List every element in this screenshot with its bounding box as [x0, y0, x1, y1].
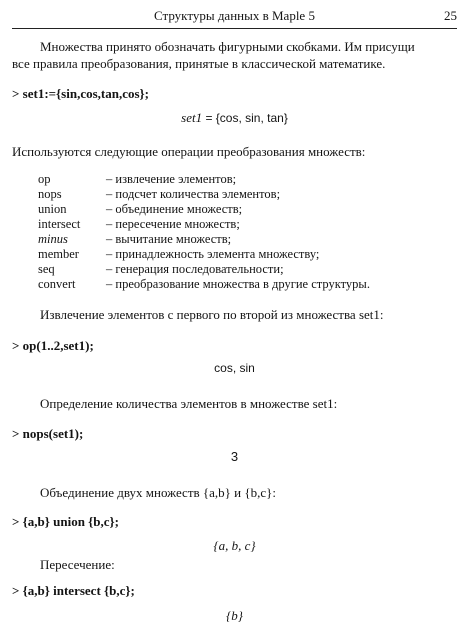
output-variable: set1 — [181, 110, 203, 125]
maple-output-intersect — [0, 608, 469, 624]
intro-line-1: Множества принято обозначать фигурными скобками. Им присущи — [40, 39, 415, 54]
operation-row — [38, 277, 370, 292]
operation-name: seq — [38, 262, 55, 276]
operation-description: – вычитание множеств; — [106, 232, 232, 246]
operation-name: union — [38, 202, 67, 216]
maple-input-op: > op(1..2,set1); — [12, 338, 94, 353]
maple-output-nops: 3 — [230, 449, 239, 464]
operation-row — [38, 187, 370, 202]
operation-description: – пересечение множеств; — [106, 217, 240, 231]
intersect-result: {b} — [226, 608, 243, 623]
operation-description: – генерация последовательности; — [106, 262, 284, 276]
operation-row — [38, 232, 370, 247]
maple-output-union — [0, 538, 469, 554]
operation-description: – подсчет количества элементов; — [106, 187, 281, 201]
example2-text: Определение количества элементов в множестве set1: — [40, 396, 338, 411]
maple-input-intersect: > {a,b} intersect {b,c}; — [12, 583, 135, 598]
operation-row — [38, 202, 370, 217]
example4-text: Пересечение: — [40, 557, 115, 572]
operation-name: nops — [38, 187, 62, 201]
operation-name: minus — [38, 232, 68, 246]
operation-name: intersect — [38, 217, 81, 231]
maple-input-set1: > set1:={sin,cos,tan,cos}; — [12, 86, 149, 101]
operations-list — [38, 172, 370, 292]
operation-description: – извлечение элементов; — [106, 172, 237, 186]
operation-description: – принадлежность элемента множеству; — [106, 247, 320, 261]
operation-row — [38, 262, 370, 277]
maple-output-op: cos, sin — [214, 361, 255, 375]
union-result: {a, b, c} — [213, 538, 256, 553]
running-title: Структуры данных в Maple 5 — [154, 8, 315, 23]
operation-row — [38, 247, 370, 262]
maple-input-nops: > nops(set1); — [12, 426, 84, 441]
operation-row — [38, 217, 370, 232]
operation-description: – объединение множеств; — [106, 202, 243, 216]
operation-description: – преобразование множества в другие структуры. — [106, 277, 370, 291]
operation-name: member — [38, 247, 79, 261]
maple-input-union: > {a,b} union {b,c}; — [12, 514, 120, 529]
example1-text: Извлечение элементов с первого по второй из множества set1: — [40, 307, 384, 322]
page-number: 25 — [444, 8, 457, 23]
example3-text: Объединение двух множеств {a,b} и {b,c}: — [40, 485, 276, 500]
output-value: = {cos, sin, tan} — [202, 111, 288, 125]
page-header — [12, 6, 457, 29]
operations-intro: Используются следующие операции преобразования множеств: — [12, 144, 366, 159]
operation-name: op — [38, 172, 51, 186]
operation-name: convert — [38, 277, 76, 291]
intro-line-2: все правила преобразования, принятые в классической математике. — [12, 56, 386, 71]
maple-output-set1 — [0, 110, 469, 126]
operation-row — [38, 172, 370, 187]
